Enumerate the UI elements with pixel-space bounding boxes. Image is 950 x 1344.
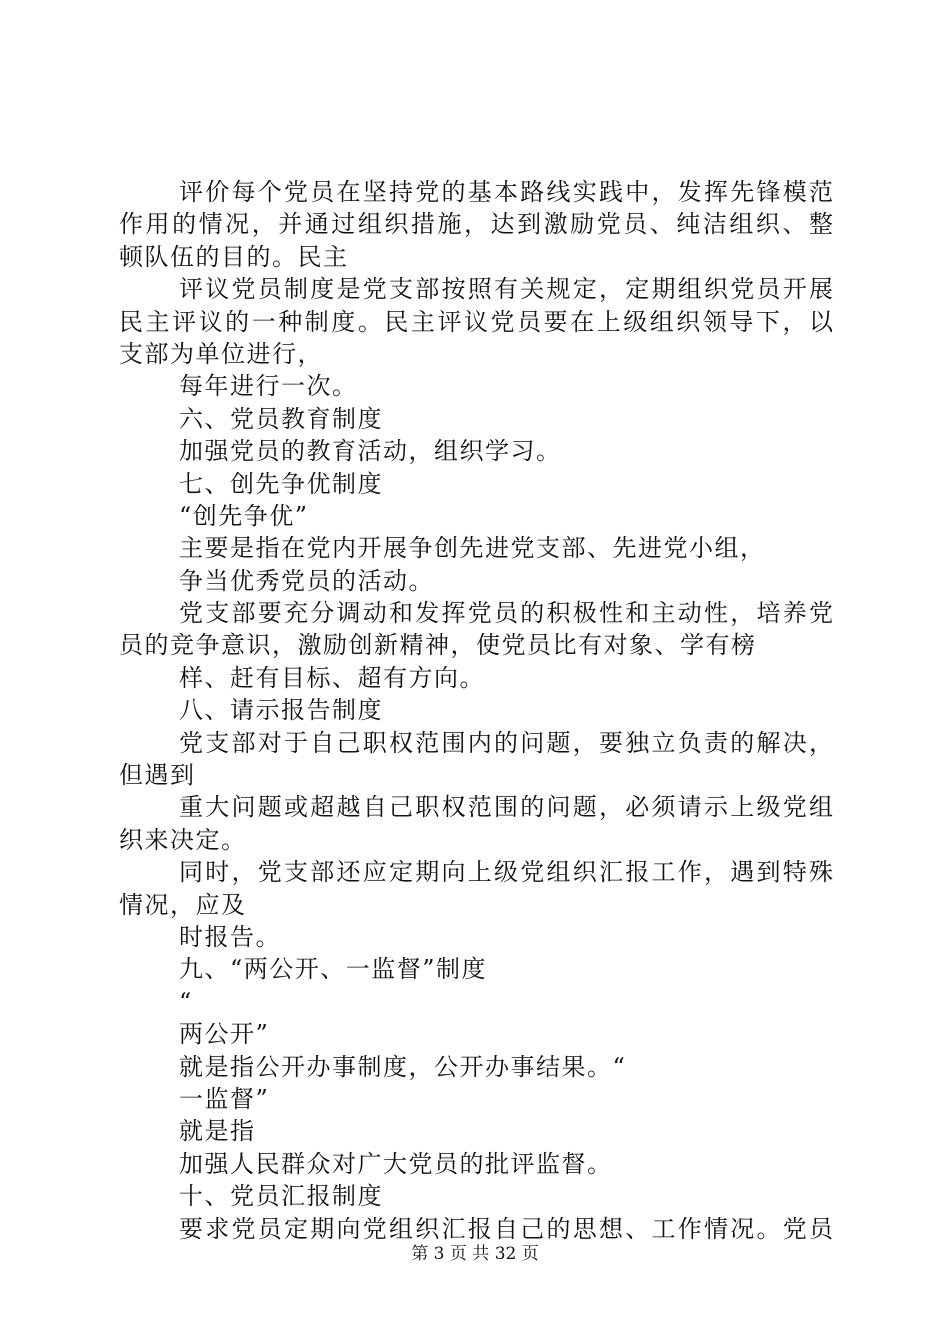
text-line: 两公开” <box>179 1020 270 1049</box>
text-line: 评价每个党员在坚持党的基本路线实践中，发挥先锋模范 <box>179 178 833 206</box>
text-line: 民主评议的一种制度。民主评议党员要在上级组织领导下，以 <box>119 307 833 336</box>
text-line: 十、党员汇报制度 <box>179 1182 383 1211</box>
text-line: 一监督” <box>179 1084 270 1113</box>
page-footer: 第 3 页 共 32 页 <box>411 1244 539 1264</box>
text-line: 作用的情况，并通过组织措施，达到激励党员、纯洁组织、整 <box>119 210 833 239</box>
text-line: 主要是指在党内开展争创先进党支部、先进党小组， <box>179 534 766 563</box>
text-line: 顿队伍的目的。民主 <box>119 242 349 271</box>
text-line: 重大问题或超越自己职权范围的问题，必须请示上级党组 <box>179 793 833 822</box>
text-line: 时报告。 <box>179 922 281 951</box>
text-line: 九、“两公开、一监督”制度 <box>179 955 488 984</box>
text-line: 党支部要充分调动和发挥党员的积极性和主动性，培养党 <box>179 599 833 628</box>
text-line: 评议党员制度是党支部按照有关规定，定期组织党员开展 <box>179 275 833 304</box>
text-line: 员的竞争意识，激励创新精神，使党员比有对象、学有榜 <box>119 631 757 660</box>
text-line: 同时，党支部还应定期向上级党组织汇报工作，遇到特殊 <box>179 858 833 887</box>
text-line: 加强人民群众对广大党员的批评监督。 <box>179 1149 613 1178</box>
text-line: 加强党员的教育活动，组织学习。 <box>179 437 562 466</box>
text-line: 七、创先争优制度 <box>179 469 383 498</box>
text-line: 情况，应及 <box>119 890 247 919</box>
text-line: “ <box>179 987 193 1016</box>
document-body <box>119 176 833 1245</box>
text-line: 但遇到 <box>119 761 196 790</box>
text-line: 就是指公开办事制度，公开办事结果。“ <box>179 1052 627 1081</box>
text-line: 织来决定。 <box>119 825 247 854</box>
text-line: 支部为单位进行， <box>119 339 323 368</box>
text-line: 六、党员教育制度 <box>179 404 383 433</box>
text-line: 每年进行一次。 <box>179 372 358 401</box>
text-line: 样、赶有目标、超有方向。 <box>179 663 485 692</box>
text-line: 八、请示报告制度 <box>179 696 383 725</box>
text-line: “创先争优” <box>179 501 309 530</box>
text-line: 争当优秀党员的活动。 <box>179 566 434 595</box>
text-line: 就是指 <box>179 1117 256 1146</box>
text-line: 党支部对于自己职权范围内的问题，要独立负责的解决， <box>179 728 833 757</box>
text-line: 要求党员定期向党组织汇报自己的思想、工作情况。党员 <box>179 1214 833 1243</box>
